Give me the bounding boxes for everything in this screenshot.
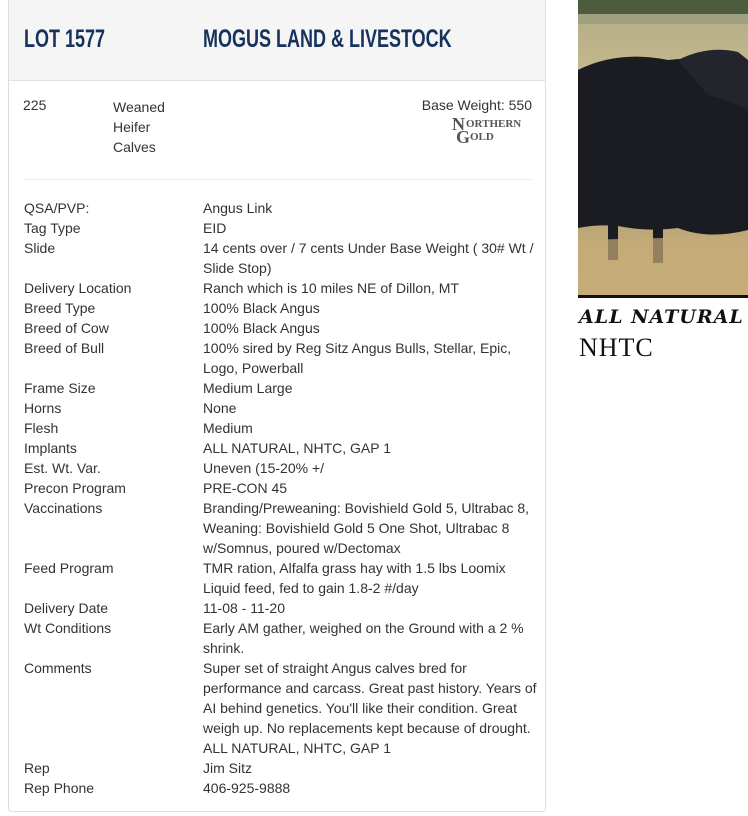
card-header [9, 0, 545, 81]
detail-label: Delivery Date [24, 600, 109, 616]
detail-label: Breed Type [24, 300, 96, 316]
detail-value: EID [203, 220, 227, 236]
detail-label: Rep [24, 760, 50, 776]
description-line: Calves [113, 139, 156, 155]
detail-row [24, 418, 539, 438]
nhtc-tag: NHTC [579, 333, 654, 362]
detail-value: Medium [203, 420, 253, 436]
detail-row [24, 318, 539, 338]
detail-row [24, 198, 539, 218]
detail-value: 11-08 - 11-20 [203, 600, 285, 616]
lot-details [24, 198, 539, 798]
detail-value: Super set of straight Angus calves bred for performance and carcass. Great past history. Years of AI behind genetics. You'll like their condition. Great weigh up. No replacements kept because of drought. ALL NATURAL, NHTC, GAP 1 [203, 660, 537, 756]
detail-row [24, 238, 539, 278]
detail-row [24, 438, 539, 458]
detail-row [24, 618, 539, 658]
detail-row [24, 298, 539, 318]
detail-label: Feed Program [24, 560, 114, 576]
detail-row [24, 778, 539, 798]
detail-label: Breed of Bull [24, 340, 105, 356]
detail-row [24, 658, 539, 758]
cattle-photo [578, 0, 748, 296]
logo-text-top: ORTHERN [466, 118, 522, 130]
detail-label: Rep Phone [24, 780, 95, 796]
detail-row [24, 458, 539, 478]
detail-label: Flesh [24, 420, 59, 436]
detail-row [24, 218, 539, 238]
detail-value: Early AM gather, weighed on the Ground with a 2 % shrink. [203, 620, 524, 656]
detail-row [24, 478, 539, 498]
detail-label: Wt Conditions [24, 620, 112, 636]
all-natural-tag: ALL NATURAL [579, 306, 744, 328]
detail-label: Horns [24, 400, 62, 416]
lot-summary [23, 95, 532, 180]
seller-name: MOGUS LAND & LIVESTOCK [203, 25, 452, 53]
detail-value: 14 cents over / 7 cents Under Base Weight ( 30# Wt / Slide Stop) [203, 240, 534, 276]
detail-label: Delivery Location [24, 280, 132, 296]
detail-value: None [203, 400, 237, 416]
detail-row [24, 398, 539, 418]
detail-label: Comments [24, 660, 92, 676]
logo-text-bottom: OLD [470, 131, 494, 143]
detail-label: Precon Program [24, 480, 126, 496]
detail-value: TMR ration, Alfalfa grass hay with 1.5 lbs Loomix Liquid feed, fed to gain 1.8-2 #/day [203, 560, 506, 596]
detail-row [24, 498, 539, 558]
detail-label: QSA/PVP: [24, 200, 90, 216]
detail-row [24, 378, 539, 398]
base-weight: Base Weight: 550 [421, 97, 532, 113]
cattle-image [578, 0, 748, 296]
detail-row [24, 338, 539, 378]
detail-value: 100% sired by Reg Sitz Angus Bulls, Stellar, Epic, Logo, Powerball [203, 340, 512, 376]
detail-label: Vaccinations [24, 500, 103, 516]
detail-label: Slide [24, 240, 56, 256]
detail-value: Uneven (15-20% +/ [203, 460, 325, 476]
head-count: 225 [23, 97, 47, 113]
northern-gold-logo [450, 115, 532, 145]
detail-value: Angus Link [203, 200, 273, 216]
detail-row [24, 278, 539, 298]
lot-description [113, 97, 165, 157]
detail-label: Frame Size [24, 380, 96, 396]
logo-letter-g: G [456, 127, 471, 145]
detail-row [24, 598, 539, 618]
detail-value: 100% Black Angus [203, 300, 320, 316]
description-line: Weaned [113, 99, 165, 115]
detail-label: Tag Type [24, 220, 81, 236]
lot-number: LOT 1577 [24, 25, 106, 53]
photo-underline [578, 295, 748, 298]
detail-row [24, 558, 539, 598]
detail-label: Est. Wt. Var. [24, 460, 101, 476]
detail-value: Branding/Preweaning: Bovishield Gold 5, Ultrabac 8, Weaning: Bovishield Gold 5 One Shot, Ultrabac 8 w/Somnus, poured w/Dectomax [203, 500, 530, 556]
detail-value: Jim Sitz [203, 760, 252, 776]
detail-value: PRE-CON 45 [203, 480, 288, 496]
description-line: Heifer [113, 119, 151, 135]
logo-letter-n: N [452, 115, 465, 134]
detail-row [24, 758, 539, 778]
detail-label: Breed of Cow [24, 320, 109, 336]
detail-value: ALL NATURAL, NHTC, GAP 1 [203, 440, 392, 456]
detail-label: Implants [24, 440, 77, 456]
detail-value: Ranch which is 10 miles NE of Dillon, MT [203, 280, 459, 296]
detail-value: Medium Large [203, 380, 293, 396]
detail-value: 100% Black Angus [203, 320, 320, 336]
detail-value: 406-925-9888 [203, 780, 291, 796]
